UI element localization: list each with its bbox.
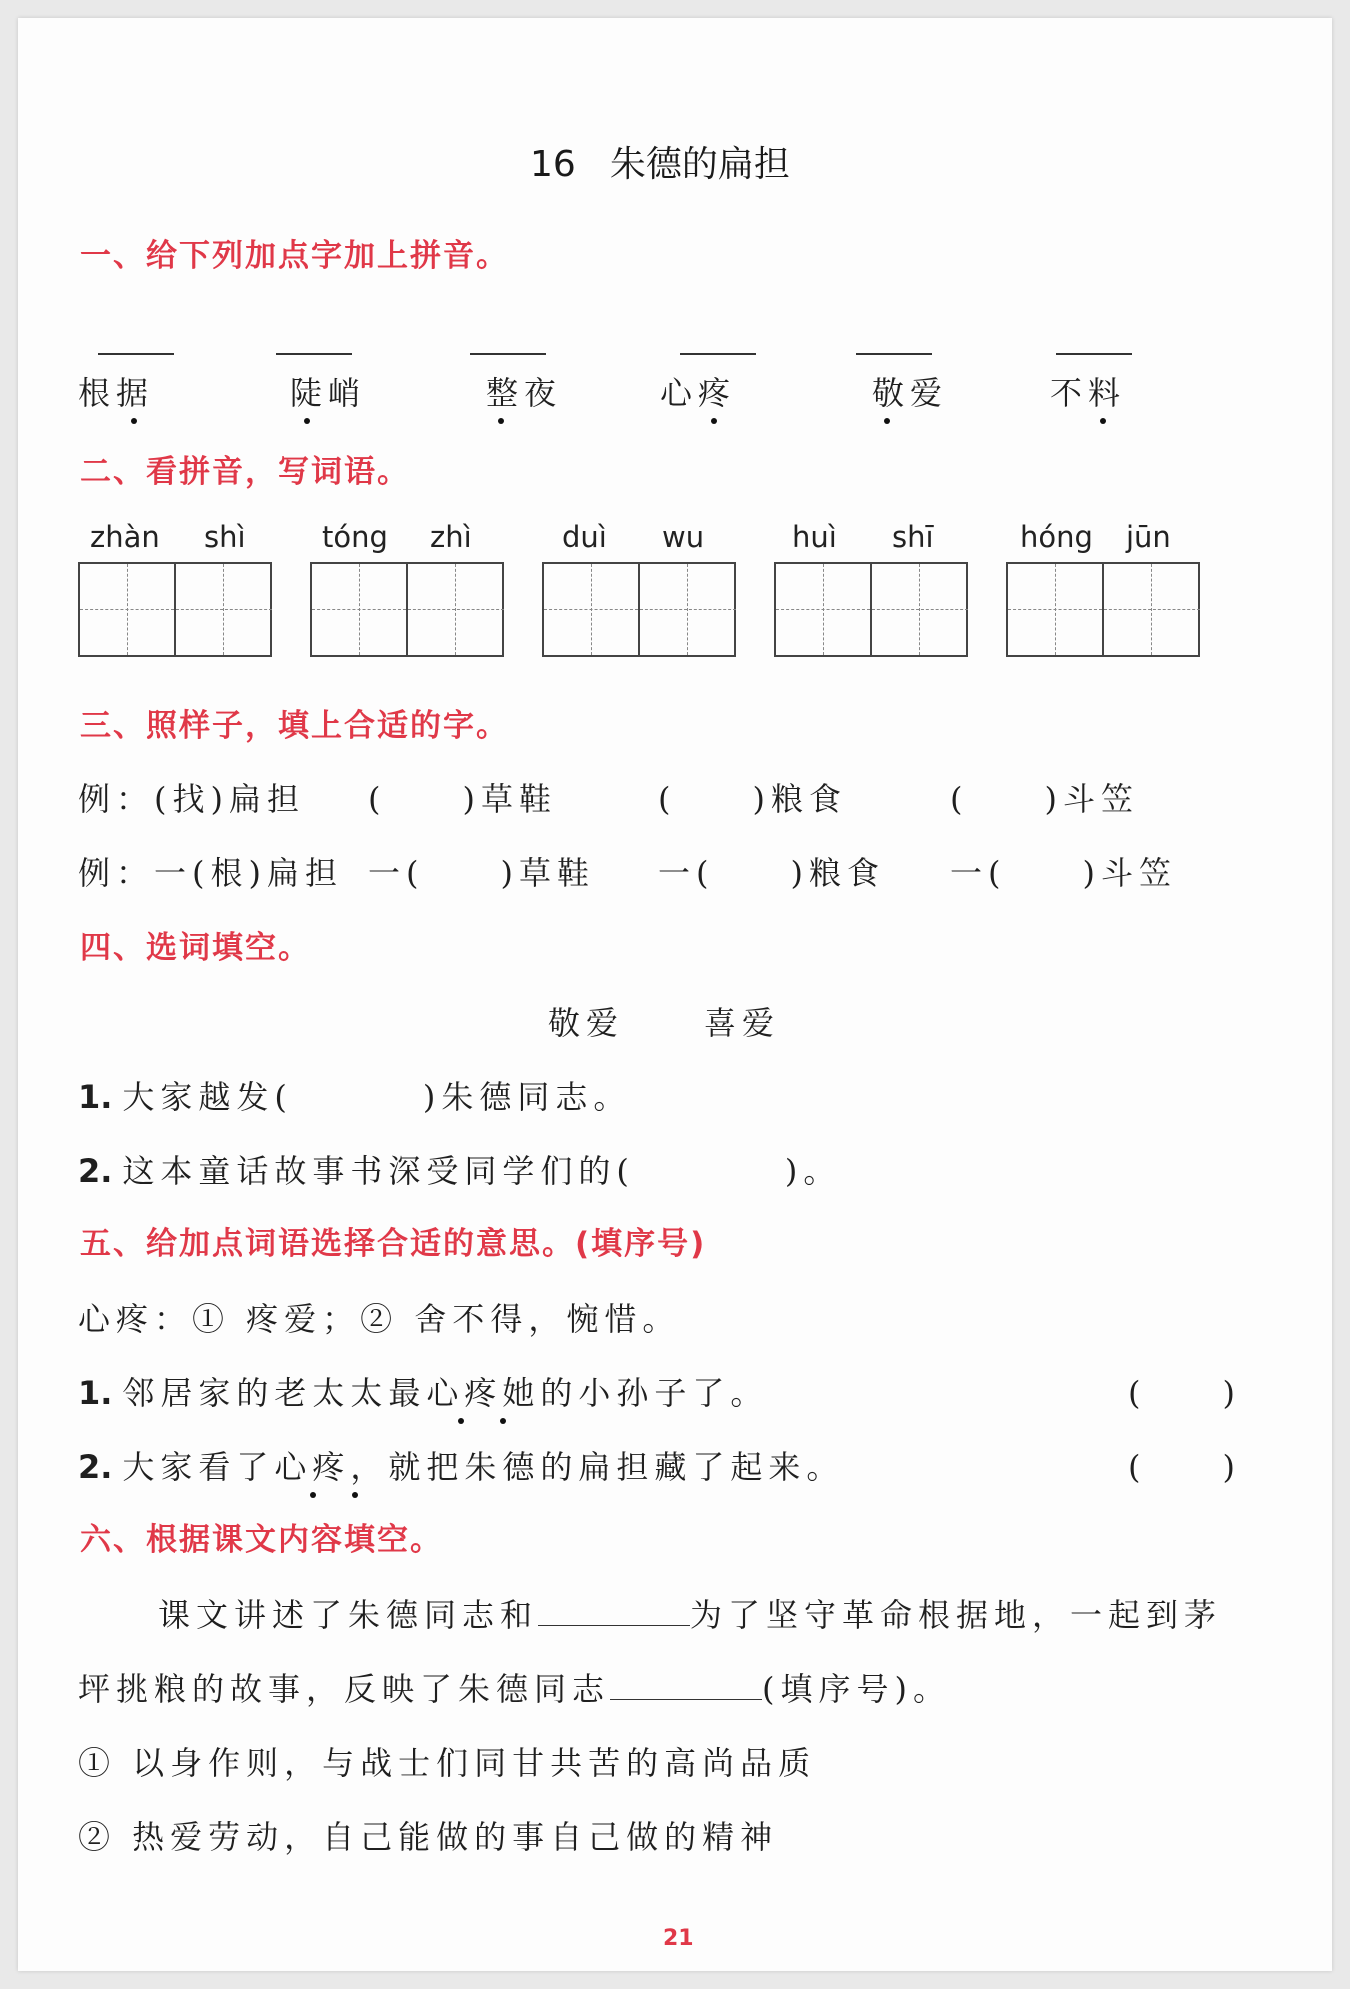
writing-grid[interactable] (774, 562, 968, 657)
answer-underline[interactable] (538, 1595, 690, 1626)
choice-option: ① 以身作则，与战士们同甘共苦的高尚品质 (78, 1744, 817, 1782)
definition-line: 心疼：① 疼爱；② 舍不得，惋惜。 (78, 1300, 681, 1338)
lesson-number: 16 (530, 144, 576, 185)
example-row1: 例：(找)扁担 (78, 780, 305, 818)
pinyin-syllable: jūn (1126, 520, 1171, 554)
question-number: 2. (78, 1152, 113, 1190)
emphasis-dot (498, 418, 504, 424)
fill-item[interactable]: 一( )斗笠 (950, 854, 1177, 892)
pinyin-syllable: tóng (322, 520, 388, 554)
fill-item[interactable]: ( )斗笠 (950, 780, 1139, 818)
question-text-before: 大家越发( (122, 1078, 293, 1116)
pinyin-blank[interactable] (856, 353, 932, 355)
emphasis-dot (500, 1418, 506, 1424)
pinyin-blank[interactable] (470, 353, 546, 355)
answer-underline[interactable] (610, 1669, 762, 1700)
section1-heading: 一、给下列加点字加上拼音。 (80, 238, 509, 274)
word-option: 喜爱 (704, 1004, 781, 1042)
section5-heading: 五、给加点词语选择合适的意思。(填序号) (80, 1226, 707, 1262)
paragraph-text: (填序号)。 (762, 1670, 951, 1708)
writing-grid[interactable] (78, 562, 272, 657)
pinyin-syllable: shī (892, 520, 934, 554)
paragraph-line (78, 1664, 951, 1710)
question-row (78, 1442, 844, 1488)
dotted-word: 根据 (78, 374, 155, 412)
writing-grid[interactable] (542, 562, 736, 657)
question-text: 邻居家的老太太最心疼她的小孙子了。 (122, 1374, 769, 1412)
question-row (78, 1072, 631, 1118)
fill-item[interactable]: 一( )草鞋 (368, 854, 595, 892)
pinyin-blank[interactable] (98, 353, 174, 355)
question-row (78, 1146, 841, 1192)
pinyin-blank[interactable] (680, 353, 756, 355)
choice-option: ② 热爱劳动，自己能做的事自己做的精神 (78, 1818, 779, 1856)
pinyin-blank[interactable] (276, 353, 352, 355)
writing-grid[interactable] (310, 562, 504, 657)
dotted-word: 不料 (1050, 374, 1127, 412)
emphasis-dot (352, 1492, 358, 1498)
paragraph-text: 课文讲述了朱德同志和 (158, 1596, 539, 1634)
section3-heading: 三、照样子，填上合适的字。 (80, 708, 509, 744)
writing-grid[interactable] (1006, 562, 1200, 657)
dotted-word: 陡峭 (290, 374, 367, 412)
answer-parentheses[interactable]: ( ) (1128, 1448, 1241, 1486)
fill-item[interactable]: ( )粮食 (658, 780, 847, 818)
lesson-title: 朱德的扁担 (609, 144, 790, 185)
question-text-before: 这本童话故事书深受同学们的( (122, 1152, 635, 1190)
question-number: 2. (78, 1448, 113, 1486)
paragraph-text: 为了坚守革命根据地，一起到茅 (690, 1596, 1223, 1634)
question-number: 1. (78, 1374, 113, 1412)
section4-heading: 四、选词填空。 (80, 930, 311, 966)
emphasis-dot (458, 1418, 464, 1424)
pinyin-syllable: duì (562, 520, 607, 554)
word-option: 敬爱 (548, 1004, 625, 1042)
question-text-after: )。 (784, 1152, 842, 1190)
paragraph-text: 坪挑粮的故事，反映了朱德同志 (78, 1670, 611, 1708)
pinyin-syllable: huì (792, 520, 837, 554)
question-text-after: )朱德同志。 (422, 1078, 632, 1116)
pinyin-syllable: shì (204, 520, 246, 554)
emphasis-dot (131, 418, 137, 424)
paragraph-line (158, 1590, 1222, 1636)
dotted-word: 整夜 (486, 374, 563, 412)
answer-parentheses[interactable]: ( ) (1128, 1374, 1241, 1412)
fill-item[interactable]: ( )草鞋 (368, 780, 557, 818)
section2-heading: 二、看拼音，写词语。 (80, 454, 410, 490)
fill-item[interactable]: 一( )粮食 (658, 854, 885, 892)
pinyin-syllable: zhì (430, 520, 472, 554)
dotted-word: 敬爱 (872, 374, 949, 412)
emphasis-dot (310, 1492, 316, 1498)
emphasis-dot (304, 418, 310, 424)
question-text: 大家看了心疼，就把朱德的扁担藏了起来。 (122, 1448, 845, 1486)
pinyin-syllable: zhàn (90, 520, 160, 554)
pinyin-syllable: wu (662, 520, 705, 554)
page-title (530, 136, 790, 187)
pinyin-blank[interactable] (1056, 353, 1132, 355)
worksheet-page (18, 18, 1332, 1971)
question-number: 1. (78, 1078, 113, 1116)
page-number: 21 (663, 1926, 694, 1951)
question-row (78, 1368, 768, 1414)
dotted-word: 心疼 (660, 374, 737, 412)
emphasis-dot (711, 418, 717, 424)
example-row2: 例：一(根)扁担 (78, 854, 343, 892)
pinyin-syllable: hóng (1020, 520, 1093, 554)
emphasis-dot (1100, 418, 1106, 424)
emphasis-dot (884, 418, 890, 424)
section6-heading: 六、根据课文内容填空。 (80, 1522, 443, 1558)
